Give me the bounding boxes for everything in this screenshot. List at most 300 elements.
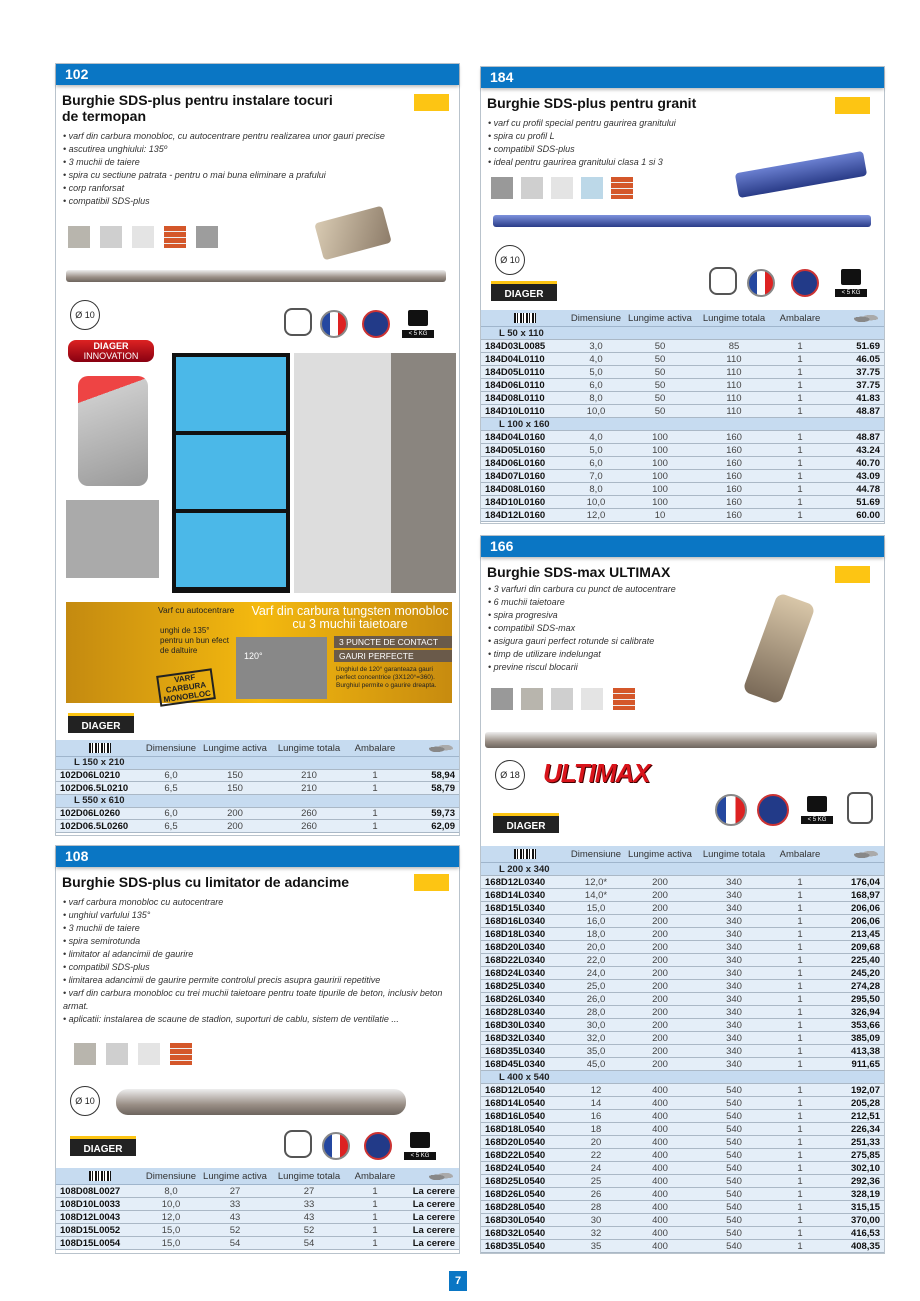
table-header [56,740,459,757]
product-code: 168D22L0540 [485,1149,546,1161]
active-length: 10 [654,509,666,521]
price-coins-icon [429,744,453,753]
dimension: 30 [590,1214,602,1226]
total-length: 160 [726,431,742,443]
drill-tip-image [742,592,815,704]
product-code: 184D10L0160 [485,496,546,508]
dimension: 35,0 [586,1045,606,1057]
active-length: 400 [652,1136,668,1148]
table-row [481,1032,884,1045]
total-length: 160 [726,444,742,456]
active-length: 100 [652,444,668,456]
feature-item: • spira semirotunda [63,935,453,948]
feature-item: • asigura gauri perfect rotunde si calibrate [488,635,676,648]
price: 37.75 [856,379,880,391]
price: 43.09 [856,470,880,482]
price: 51.69 [856,340,880,352]
active-length: 33 [229,1198,241,1210]
active-length: 200 [652,1019,668,1031]
feature-item: • compatibil SDS-plus [488,143,676,156]
table-row [481,483,884,496]
total-length: 340 [726,915,742,927]
col-lungime-totala: Lungime totala [702,848,766,860]
total-length: 540 [726,1201,742,1213]
total-length: 160 [726,457,742,469]
price: 62,09 [431,820,455,832]
weight-icon: < 5 KG [404,1132,436,1160]
total-length: 540 [726,1097,742,1109]
dimension: 15,0 [161,1237,181,1249]
active-length: 400 [652,1162,668,1174]
total-length: 54 [303,1237,315,1249]
sicher-safe-icon [757,794,789,826]
packaging: 1 [797,902,803,914]
total-length: 160 [726,496,742,508]
table-row [481,470,884,483]
table-row [481,928,884,941]
packaging: 1 [797,1032,803,1044]
dimension: 22 [590,1149,602,1161]
packaging: 1 [797,1097,803,1109]
total-length: 340 [726,1019,742,1031]
packaging: 1 [797,928,803,940]
product-code: 184D05L0110 [485,366,545,378]
product-code: 184D08L0160 [485,483,546,495]
price: 416,53 [850,1227,880,1239]
product-code: 168D18L0540 [485,1123,546,1135]
active-length: 200 [227,808,243,820]
packaging: 1 [372,1224,378,1236]
dimension: 8,0 [164,1185,178,1197]
feature-item: • spira cu sectiune patrata - pentru o mai buna eliminare a prafului [63,169,453,182]
table-row [481,1058,884,1071]
material-stone-icon [100,226,122,248]
product-code: 102D06.5L0260 [60,820,129,832]
product-code: 168D16L0540 [485,1110,546,1122]
active-length: 200 [652,876,668,888]
active-length: 400 [652,1227,668,1239]
product-code: 184D07L0160 [485,470,546,482]
price: 206,06 [850,902,880,914]
packaging: 1 [797,496,803,508]
total-length: 260 [301,808,317,820]
active-length: 50 [654,405,666,417]
product-code: 168D25L0340 [485,980,546,992]
product-panel-108 [55,845,460,1254]
product-code: 168D12L0340 [485,876,546,888]
total-length: 160 [726,509,742,521]
packaging: 1 [797,1006,803,1018]
table-row [481,340,884,353]
active-length: 400 [652,1149,668,1161]
material-brick-icon [164,226,186,248]
price: La cerere [412,1211,455,1223]
col-lungime-activa: Lungime activa [203,742,267,754]
product-code: 184D12L0160 [485,509,546,521]
drill-with-stop-image [116,1089,406,1115]
ultimax-logo: ULTIMAX [543,758,650,788]
total-length: 85 [728,340,740,352]
packaging: 1 [797,1045,803,1057]
dimension: 10,0 [586,405,606,417]
price: 212,51 [850,1110,880,1122]
total-length: 340 [726,889,742,901]
table-row [481,902,884,915]
table-row [481,444,884,457]
price-tag-box [414,94,449,111]
product-table [56,1168,459,1250]
packaging: 1 [797,1201,803,1213]
feature-item: • compatibil SDS-plus [63,195,453,208]
packaging: 1 [797,366,803,378]
price: 385,09 [850,1032,880,1044]
table-row [481,392,884,405]
total-length: 340 [726,954,742,966]
diameter-icon: Ø 10 [495,245,525,275]
packaging: 1 [372,808,378,820]
size-group-label: L 150 x 210 [56,757,459,770]
price: 408,35 [850,1240,880,1252]
col-lungime-totala: Lungime totala [702,312,766,324]
dimension: 12,0 [161,1211,181,1223]
product-code: 168D25L0540 [485,1175,546,1187]
total-length: 340 [726,876,742,888]
dimension: 30,0 [586,1019,606,1031]
total-length: 340 [726,1045,742,1057]
dimension: 24,0 [586,967,606,979]
price: 911,65 [851,1058,880,1070]
size-group-label: L 100 x 160 [481,418,884,431]
price: La cerere [412,1185,455,1197]
product-code: 168D18L0340 [485,928,546,940]
table-row [481,954,884,967]
product-panel-166 [480,535,885,1254]
packaging: 1 [372,1211,378,1223]
total-length: 52 [303,1224,315,1236]
product-code: 168D12L0540 [485,1084,546,1096]
section-number: 166 [481,536,884,557]
table-row [481,496,884,509]
sicher-safe-icon [791,269,819,297]
packaging: 1 [797,340,803,352]
dimension: 22,0 [586,954,606,966]
total-length: 340 [726,928,742,940]
material-concrete-icon [68,226,90,248]
diameter-icon: Ø 10 [70,300,100,330]
material-marble-icon [138,1043,160,1065]
table-row [481,1240,884,1253]
table-row [481,1110,884,1123]
dimension: 24 [590,1162,602,1174]
table-row [481,405,884,418]
total-length: 540 [726,1240,742,1252]
price-coins-icon [429,1172,453,1181]
dimension: 32,0 [586,1032,606,1044]
total-length: 540 [726,1188,742,1200]
packaging: 1 [797,876,803,888]
total-length: 340 [726,941,742,953]
table-row [481,915,884,928]
product-panel-102 [55,63,460,836]
product-code: 102D06L0260 [60,808,121,820]
feature-item: • varf cu profil special pentru gaurirea granitului [488,117,676,130]
material-concrete-icon [74,1043,96,1065]
table-row [56,1211,459,1224]
dimension: 5,0 [589,444,603,456]
dimension: 12,0* [584,876,608,888]
active-length: 200 [227,820,243,832]
section-number: 184 [481,67,884,88]
active-length: 200 [652,967,668,979]
table-row [481,980,884,993]
material-brick-icon [611,177,633,199]
table-row [481,457,884,470]
col-lungime-activa: Lungime activa [628,312,692,324]
drill-tip-image [314,206,391,261]
dimension: 15,0 [161,1224,181,1236]
price: La cerere [412,1237,455,1249]
table-row [481,379,884,392]
col-dimensiune: Dimensiune [570,848,622,860]
weight-icon: < 5 KG [835,269,867,297]
sds-max-icon [847,792,873,824]
dimension: 25 [590,1175,602,1187]
packaging: 1 [797,1227,803,1239]
product-code: 184D08L0110 [485,392,545,404]
packaging: 1 [797,993,803,1005]
product-code: 108D15L0054 [60,1237,121,1249]
product-code: 168D14L0540 [485,1097,546,1109]
active-length: 200 [652,1045,668,1057]
table-row [481,509,884,522]
product-code: 168D30L0540 [485,1214,546,1226]
active-length: 100 [652,457,668,469]
feature-item: • ascutirea unghiului: 135º [63,143,453,156]
feature-item: • ideal pentru gaurirea granitului clasa 1 si 3 [488,156,676,169]
feature-item: • limitator al adancimii de gaurire [63,948,453,961]
price: 413,38 [850,1045,880,1057]
active-length: 200 [652,1006,668,1018]
product-table [56,740,459,833]
packaging: 1 [372,1185,378,1197]
price: 48.87 [856,405,880,417]
active-length: 50 [654,353,666,365]
sicher-safe-icon [362,310,390,338]
diager-logo: DIAGER [491,281,557,301]
price: 225,40 [850,954,880,966]
dimension: 10,0 [586,496,606,508]
total-length: 540 [726,1136,742,1148]
price: La cerere [412,1224,455,1236]
feature-item: • varf din carbura monobloc, cu autocentrare pentru realizarea unor gauri precise [63,130,453,143]
active-length: 400 [652,1214,668,1226]
size-group-label: L 200 x 340 [481,863,884,876]
packaging: 1 [797,444,803,456]
product-title: Burghie SDS-plus pentru granit [487,95,697,111]
price-coins-icon [854,850,878,859]
sicher-safe-icon [364,1132,392,1160]
price: 275,85 [850,1149,880,1161]
packaging: 1 [797,431,803,443]
product-code: 168D28L0340 [485,1006,546,1018]
packaging: 1 [797,457,803,469]
table-row [481,1084,884,1097]
active-length: 50 [654,366,666,378]
packaging: 1 [797,980,803,992]
total-length: 340 [726,1006,742,1018]
dimension: 20,0 [586,941,606,953]
price: 40.70 [856,457,880,469]
price: 328,19 [850,1188,880,1200]
packaging: 1 [797,379,803,391]
material-granite-icon [491,177,513,199]
material-brick-icon [613,688,635,710]
table-header [481,310,884,327]
table-row [481,876,884,889]
price: 58,79 [431,782,455,794]
total-length: 110 [726,353,742,365]
dimension: 4,0 [589,353,603,365]
feature-item: • corp ranforsat [63,182,453,195]
price: 353,66 [850,1019,880,1031]
col-ambalare: Ambalare [779,848,821,860]
diager-logo: DIAGER [493,813,559,833]
table-row [481,1006,884,1019]
feature-item: • compatibil SDS-max [488,622,676,635]
active-length: 400 [652,1175,668,1187]
product-code: 184D04L0110 [485,353,545,365]
total-length: 540 [726,1110,742,1122]
active-length: 400 [652,1084,668,1096]
product-code: 168D24L0340 [485,967,546,979]
size-group-label: L 550 x 610 [56,795,459,808]
col-ambalare: Ambalare [354,1170,396,1182]
product-code: 108D10L0033 [60,1198,121,1210]
table-row [481,1162,884,1175]
active-length: 200 [652,1058,668,1070]
dimension: 6,0 [589,379,603,391]
product-code: 168D20L0540 [485,1136,546,1148]
total-length: 160 [726,483,742,495]
dimension: 35 [590,1240,602,1252]
feature-list [488,117,676,169]
price: 274,28 [850,980,880,992]
dimension: 16,0 [586,915,606,927]
packaging: 1 [797,1110,803,1122]
product-code: 168D22L0340 [485,954,546,966]
material-stone-icon [106,1043,128,1065]
made-in-france-icon [320,310,348,338]
feature-item: • 3 varfuri din carbura cu punct de autocentrare [488,583,676,596]
price: 60.00 [856,509,880,521]
dimension: 6,0 [164,808,178,820]
table-row [481,1188,884,1201]
price: 206,06 [850,915,880,927]
installation-steps-image [172,353,290,593]
table-row [481,1045,884,1058]
active-length: 50 [654,340,666,352]
material-tile-icon [581,177,603,199]
packaging: 1 [372,1237,378,1249]
dimension: 4,0 [589,431,603,443]
product-code: 184D03L0085 [485,340,546,352]
price: 168,97 [850,889,880,901]
active-length: 43 [229,1211,241,1223]
made-in-france-icon [322,1132,350,1160]
product-panel-184 [480,66,885,524]
active-length: 400 [652,1240,668,1252]
product-code: 168D35L0540 [485,1240,546,1252]
material-marble-icon [551,177,573,199]
product-title: Burghie SDS-max ULTIMAX [487,564,671,580]
feature-item: • timp de utilizare indelungat [488,648,676,661]
active-length: 200 [652,889,668,901]
active-length: 150 [227,782,243,794]
price: 44.78 [856,483,880,495]
total-length: 540 [726,1214,742,1226]
price: 58,94 [431,770,455,782]
product-code: 168D24L0540 [485,1162,546,1174]
active-length: 200 [652,954,668,966]
weight-icon: < 5 KG [402,310,434,338]
packaging: 1 [797,1188,803,1200]
dimension: 32 [590,1227,602,1239]
dimension: 26 [590,1188,602,1200]
table-row [481,993,884,1006]
total-length: 340 [726,967,742,979]
price-tag-box [414,874,449,891]
active-length: 50 [654,392,666,404]
packaging: 1 [372,770,378,782]
price: 41.83 [856,392,880,404]
product-code: 168D30L0340 [485,1019,546,1031]
price: 292,36 [850,1175,880,1187]
made-in-france-icon [715,794,747,826]
packaging: 1 [372,1198,378,1210]
material-granite-icon [491,688,513,710]
total-length: 540 [726,1227,742,1239]
product-code: 168D32L0340 [485,1032,546,1044]
total-length: 210 [301,782,317,794]
feature-item: • 3 muchii de taiere [63,156,453,169]
product-code: 184D06L0110 [485,379,545,391]
feature-list [63,896,453,1026]
price-tag-box [835,566,870,583]
col-dimensiune: Dimensiune [570,312,622,324]
tip-cross-section-image [66,500,159,578]
product-code: 168D14L0340 [485,889,546,901]
product-code: 184D10L0110 [485,405,545,417]
section-number: 108 [56,846,459,867]
feature-item: • spira cu profil L [488,130,676,143]
diameter-icon: Ø 18 [495,760,525,790]
total-length: 540 [726,1084,742,1096]
material-stone-icon [551,688,573,710]
feature-list [488,583,676,674]
feature-item: • compatibil SDS-plus [63,961,453,974]
total-length: 340 [726,980,742,992]
active-length: 150 [227,770,243,782]
packaging: 1 [797,405,803,417]
dimension: 6,0 [164,770,178,782]
col-lungime-totala: Lungime totala [277,1170,341,1182]
dimension: 8,0 [589,392,603,404]
dimension: 3,0 [589,340,603,352]
packaging: 1 [797,509,803,521]
product-code: 168D28L0540 [485,1201,546,1213]
table-row [481,1175,884,1188]
feature-item: • spira progresiva [488,609,676,622]
